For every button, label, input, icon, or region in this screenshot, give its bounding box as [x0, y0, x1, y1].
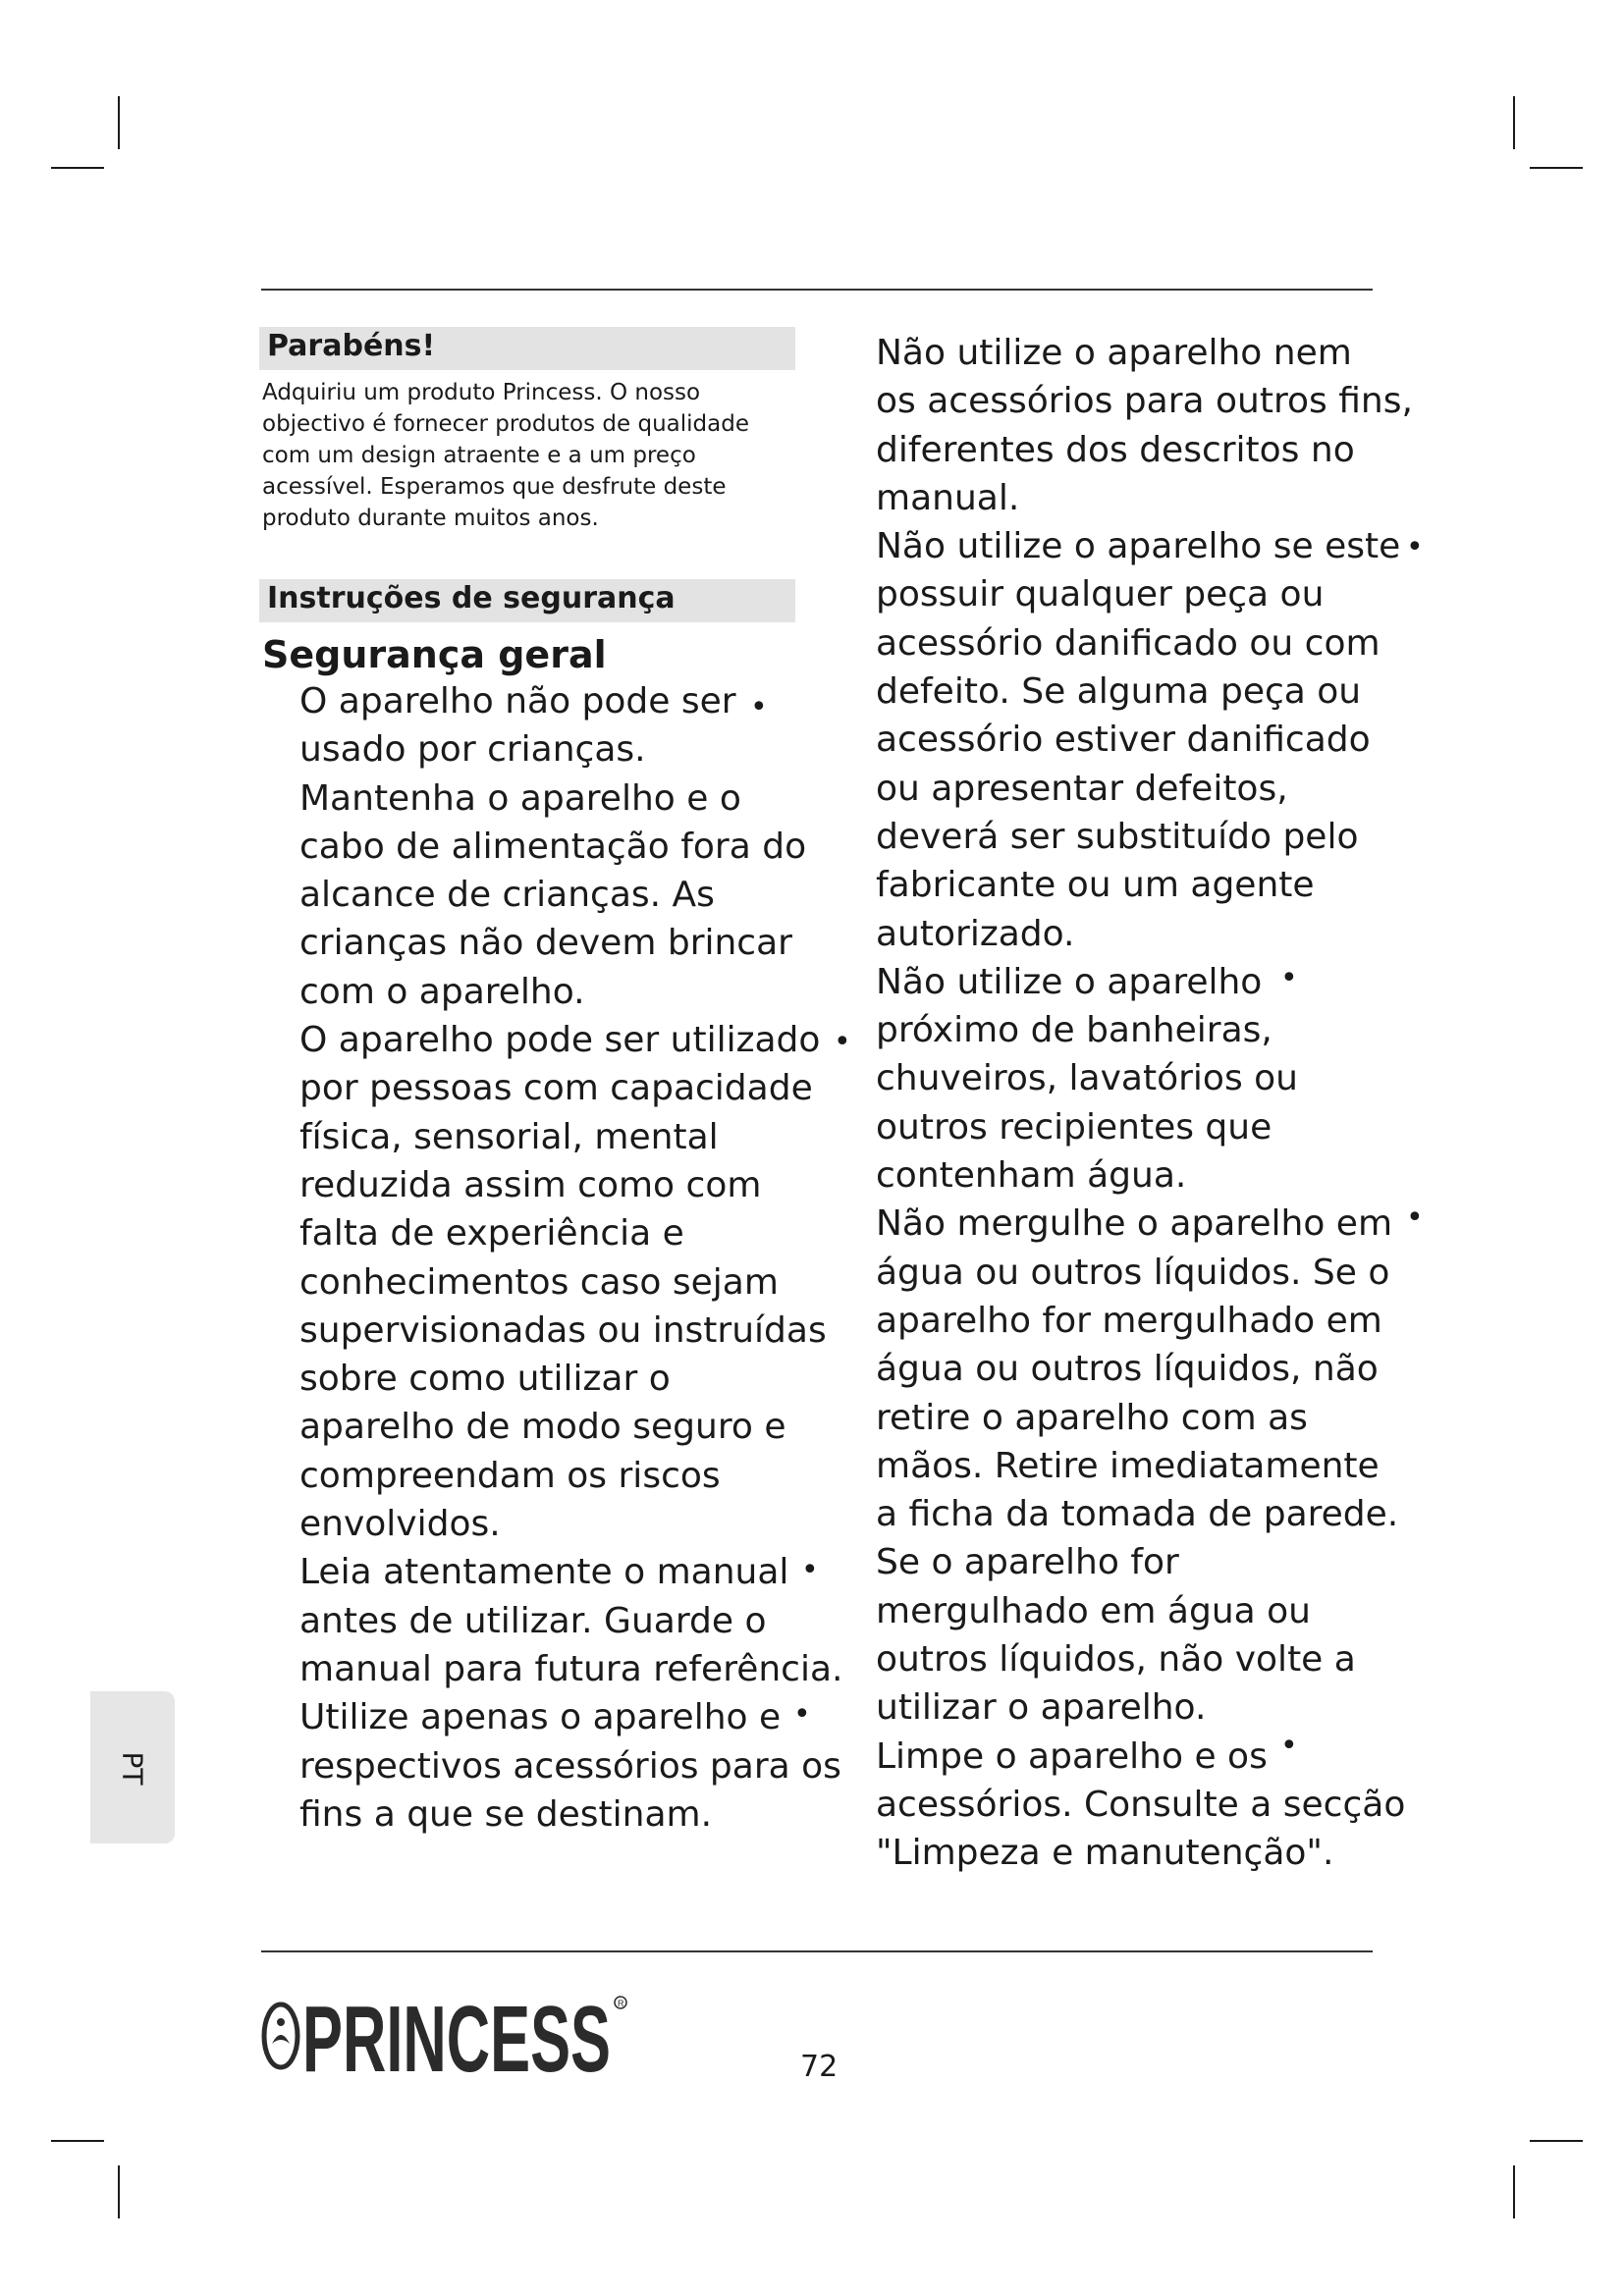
left-column	[299, 677, 849, 1839]
body-line: Não mergulhe o aparelho em	[876, 1203, 1393, 1245]
body-line: Não utilize o aparelho se este	[876, 526, 1401, 567]
crop-mark	[1513, 2165, 1515, 2218]
body-line: retire o aparelho com as	[876, 1397, 1308, 1438]
body-line: autorizado.	[876, 913, 1075, 954]
body-line: deverá ser substituído pelo	[876, 816, 1359, 857]
body-line: com o aparelho.	[299, 971, 585, 1012]
safety-heading	[259, 579, 795, 622]
intro-text	[262, 377, 812, 534]
body-line: outros líquidos, não volte a	[876, 1639, 1356, 1681]
bottom-rule	[261, 1950, 1373, 1952]
general-safety-title: Segurança geral	[262, 633, 607, 676]
body-line: envolvidos.	[299, 1504, 501, 1545]
body-line: Leia atentamente o manual	[299, 1552, 789, 1593]
bullet-icon: •	[750, 690, 768, 724]
bullet-icon: •	[1406, 1201, 1424, 1235]
intro-line: acessível. Esperamos que desfrute deste	[262, 474, 727, 500]
princess-crest-icon	[259, 1987, 632, 2085]
body-line: falta de experiência e	[299, 1213, 684, 1255]
bullet-icon: •	[834, 1025, 851, 1059]
body-line: sobre como utilizar o	[299, 1359, 671, 1400]
body-line: Se o aparelho for	[876, 1542, 1179, 1583]
body-line: Limpe o aparelho e os	[876, 1735, 1268, 1777]
body-line: reduzida assim como com	[299, 1164, 762, 1205]
body-line: contenham água.	[876, 1155, 1187, 1197]
crop-mark	[1530, 2140, 1583, 2142]
body-line: respectivos acessórios para os	[299, 1745, 841, 1787]
intro-line: com um design atraente e a um preço	[262, 443, 696, 468]
body-line: acessórios. Consulte a secção	[876, 1784, 1406, 1825]
intro-line: objectivo é fornecer produtos de qualidade	[262, 411, 749, 437]
body-line: possuir qualquer peça ou	[876, 574, 1325, 615]
crop-mark	[118, 96, 120, 149]
body-line: Utilize apenas o aparelho e	[299, 1697, 782, 1738]
body-line: O aparelho não pode ser	[299, 681, 736, 721]
intro-line: produto durante muitos anos.	[262, 506, 599, 531]
bullet-icon: •	[793, 1697, 811, 1732]
top-rule	[261, 289, 1373, 291]
crop-mark	[1513, 96, 1515, 149]
body-line: usado por crianças.	[299, 729, 646, 771]
body-line: Mantenha o aparelho e o	[299, 777, 741, 819]
body-line: acessório danificado ou com	[876, 622, 1380, 664]
body-line: utilizar o aparelho.	[876, 1687, 1207, 1729]
body-line: diferentes dos descritos no	[876, 429, 1355, 470]
body-line: mergulhado em água ou	[876, 1590, 1311, 1631]
body-line: O aparelho pode ser utilizado	[299, 1020, 821, 1061]
body-line: Não utilize o aparelho	[876, 961, 1263, 1002]
body-line: aparelho de modo seguro e	[299, 1407, 786, 1448]
bullet-icon: •	[1280, 961, 1298, 995]
body-line: manual para futura referência.	[299, 1648, 843, 1689]
body-line: outros recipientes que	[876, 1106, 1272, 1148]
body-line: próximo de banheiras,	[876, 1010, 1272, 1051]
bullet-icon: •	[801, 1553, 819, 1587]
crop-mark	[51, 2140, 104, 2142]
bullet-icon: •	[1406, 530, 1424, 564]
body-line: manual.	[876, 477, 1020, 518]
intro-line: Adquiriu um produto Princess. O nosso	[262, 380, 701, 405]
body-line: defeito. Se alguma peça ou	[876, 671, 1362, 713]
congrats-heading	[259, 327, 795, 370]
bullet-icon: •	[1280, 1729, 1298, 1763]
body-line: os acessórios para outros fins,	[876, 381, 1413, 422]
princess-logo	[259, 1987, 632, 2085]
language-tab	[90, 1691, 175, 1843]
body-line: supervisionadas ou instruídas	[299, 1309, 827, 1351]
body-line: água ou outros líquidos. Se o	[876, 1252, 1390, 1293]
crop-mark	[51, 167, 104, 169]
body-line: aparelho for mergulhado em	[876, 1300, 1382, 1341]
body-line: ou apresentar defeitos,	[876, 768, 1288, 809]
body-line: crianças não devem brincar	[299, 923, 792, 964]
body-line: chuveiros, lavatórios ou	[876, 1058, 1298, 1099]
language-tab-label: PT	[116, 1751, 149, 1786]
body-line: conhecimentos caso sejam	[299, 1261, 779, 1303]
body-line: a ficha da tomada de parede.	[876, 1494, 1399, 1535]
brand-wordmark: PRINCESS	[302, 1987, 611, 2085]
page-number: 72	[800, 2050, 839, 2084]
svg-text:R: R	[618, 1999, 624, 2008]
body-line: por pessoas com capacidade	[299, 1068, 813, 1109]
body-line: fabricante ou um agente	[876, 865, 1315, 906]
body-line: cabo de alimentação fora do	[299, 826, 807, 867]
body-line: Não utilize o aparelho nem	[876, 333, 1352, 373]
crop-mark	[118, 2165, 120, 2218]
body-line: acessório estiver danificado	[876, 720, 1371, 761]
body-line: alcance de crianças. As	[299, 875, 715, 916]
right-column	[876, 329, 1426, 1878]
body-line: física, sensorial, mental	[299, 1116, 719, 1157]
congrats-title: Parabéns!	[267, 329, 436, 363]
body-line: fins a que se destinam.	[299, 1793, 713, 1835]
body-line: mãos. Retire imediatamente	[876, 1445, 1380, 1486]
safety-title: Instruções de segurança	[267, 581, 676, 615]
crop-mark	[1530, 167, 1583, 169]
body-line: água ou outros líquidos, não	[876, 1349, 1379, 1390]
body-line: antes de utilizar. Guarde o	[299, 1600, 767, 1641]
body-line: "Limpeza e manutenção".	[876, 1833, 1334, 1874]
body-line: compreendam os riscos	[299, 1455, 721, 1496]
